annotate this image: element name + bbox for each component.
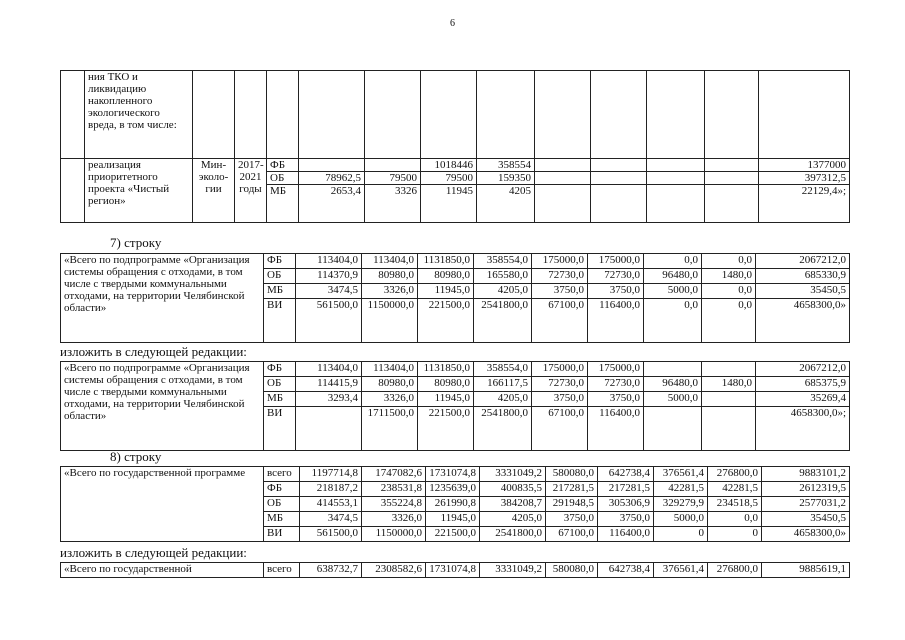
table-cell-value: 2541800,0 (480, 527, 546, 542)
table-cell: всего (264, 467, 300, 482)
top-executor: Мин-эколо-гии (193, 159, 235, 223)
table-cell-value: 638732,7 (300, 563, 362, 578)
table-cell-value: 80980,0 (362, 269, 418, 284)
table-cell (299, 71, 365, 159)
table-cell-value: 113404,0 (362, 254, 418, 269)
table-cell: ОБ (264, 269, 296, 284)
table-cell-value: 1711500,0 (362, 407, 418, 451)
table-row (61, 467, 850, 482)
table-cell-value: 78962,5 (299, 172, 365, 185)
table-cell: ОБ (264, 377, 296, 392)
table-cell-value: 384208,7 (480, 497, 546, 512)
table-cell-value: 3474,5 (300, 512, 362, 527)
table-row (61, 563, 850, 578)
table-cell-value: 1131850,0 (418, 362, 474, 377)
table-cell-value: 3750,0 (546, 512, 598, 527)
table-cell-value: 79500 (421, 172, 477, 185)
table-cell-value: 685375,9 (756, 377, 850, 392)
table-cell-value: 2653,4 (299, 185, 365, 223)
block8new-name: «Всего по государственной (61, 563, 264, 578)
table-cell-value: 2067212,0 (756, 362, 850, 377)
table-cell-value: 4658300,0»; (756, 407, 850, 451)
table-cell-value: 1377000 (759, 159, 850, 172)
table-cell-value: 3331049,2 (480, 467, 546, 482)
table-cell-value: 72730,0 (532, 377, 588, 392)
table-cell-value: 175000,0 (588, 362, 644, 377)
table-cell-value: 4658300,0» (756, 299, 850, 343)
table-cell (61, 159, 85, 223)
table-cell-value: 9885619,1 (762, 563, 850, 578)
block7new-name: «Всего по подпрограмме «Организация системы обращения с отходами, в том числе с твердыми коммунальными отходами, на территории Челябинской области» (61, 362, 264, 451)
table-cell-value: 96480,0 (644, 377, 702, 392)
table-cell-value (644, 362, 702, 377)
table-cell: ФБ (267, 159, 299, 172)
table-cell-value: 5000,0 (644, 284, 702, 299)
table-cell: МБ (264, 392, 296, 407)
table-cell-value: 1747082,6 (362, 467, 426, 482)
label-new1: изложить в следующей редакции: (60, 344, 247, 359)
table-cell-value: 358554,0 (474, 362, 532, 377)
table-cell-value: 0,0 (644, 299, 702, 343)
table-cell: МБ (267, 185, 299, 223)
table-cell-value: 3326,0 (362, 284, 418, 299)
table-row (61, 159, 850, 172)
top-name-part1: ния ТКО и ликвидацию накопленного экологического вреда, в том числе: (85, 71, 193, 159)
table-cell-value: 35269,4 (756, 392, 850, 407)
table-cell-value: 72730,0 (532, 269, 588, 284)
top-name-part2: реализация приоритетного проекта «Чистый регион» (85, 159, 193, 223)
table-cell-value: 22129,4»; (759, 185, 850, 223)
table-cell-value: 35450,5 (756, 284, 850, 299)
table-cell-value (647, 172, 705, 185)
table-cell-value: 3326,0 (362, 512, 426, 527)
table-cell-value: 113404,0 (296, 254, 362, 269)
table-cell-value: 2067212,0 (756, 254, 850, 269)
table-cell (61, 71, 85, 159)
table-cell-value: 355224,8 (362, 497, 426, 512)
table-cell (705, 71, 759, 159)
label-new2: изложить в следующей редакции: (60, 545, 247, 560)
table-cell-value (299, 159, 365, 172)
table-cell-value: 11945,0 (418, 392, 474, 407)
table-cell-value: 358554 (477, 159, 535, 172)
table-cell-value: 642738,4 (598, 467, 654, 482)
table-cell-value: 234518,5 (708, 497, 762, 512)
table-cell-value: 72730,0 (588, 269, 644, 284)
table-cell-value: 0 (708, 527, 762, 542)
table-cell-value: 4205,0 (474, 392, 532, 407)
table-cell-value (702, 392, 756, 407)
table-cell-value: 3326 (365, 185, 421, 223)
table-cell-value: 114415,9 (296, 377, 362, 392)
table-cell-value: 276800,0 (708, 467, 762, 482)
table-cell-value: 2541800,0 (474, 299, 532, 343)
table-cell-value: 221500,0 (418, 299, 474, 343)
table-cell-value: 276800,0 (708, 563, 762, 578)
table-cell-value: 642738,4 (598, 563, 654, 578)
table-cell-value: 11945,0 (426, 512, 480, 527)
table-cell-value (591, 159, 647, 172)
table-cell-value: 291948,5 (546, 497, 598, 512)
table-cell-value: 414553,1 (300, 497, 362, 512)
table-cell-value: 2577031,2 (762, 497, 850, 512)
table-cell-value: 217281,5 (546, 482, 598, 497)
table-cell-value: 376561,4 (654, 563, 708, 578)
table-cell-value: 1131850,0 (418, 254, 474, 269)
table-cell-value: 4205,0 (474, 284, 532, 299)
table-cell-value: 329279,9 (654, 497, 708, 512)
table-cell-value: 305306,9 (598, 497, 654, 512)
table-row (61, 254, 850, 269)
table-cell-value: 1197714,8 (300, 467, 362, 482)
table-cell-value: 67100,0 (532, 407, 588, 451)
table-cell-value: 3331049,2 (480, 563, 546, 578)
table-cell (535, 71, 591, 159)
table-cell: МБ (264, 512, 300, 527)
table-cell-value: 175000,0 (532, 254, 588, 269)
table-cell-value: 113404,0 (296, 362, 362, 377)
table-cell-value: 175000,0 (588, 254, 644, 269)
table-cell-value (705, 159, 759, 172)
table-cell (421, 71, 477, 159)
table-cell-value (644, 407, 702, 451)
table-cell-value: 1731074,8 (426, 563, 480, 578)
table-cell-value: 35450,5 (762, 512, 850, 527)
table-cell (477, 71, 535, 159)
block8new-table (60, 562, 850, 578)
table-cell-value: 1018446 (421, 159, 477, 172)
table-cell-value (365, 159, 421, 172)
table-cell-value: 0,0 (702, 299, 756, 343)
table-cell-value: 116400,0 (588, 299, 644, 343)
table-cell-value: 4205,0 (480, 512, 546, 527)
table-cell-value (647, 185, 705, 223)
label-row7: 7) строку (110, 235, 162, 250)
table-cell-value: 3293,4 (296, 392, 362, 407)
table-cell-value: 0,0 (702, 284, 756, 299)
table-cell-value: 72730,0 (588, 377, 644, 392)
table-cell-value: 5000,0 (654, 512, 708, 527)
table-cell-value: 159350 (477, 172, 535, 185)
table-cell-value: 1480,0 (702, 269, 756, 284)
table-cell-value (705, 185, 759, 223)
table-cell-value: 218187,2 (300, 482, 362, 497)
block8-table (60, 466, 850, 542)
table-cell-value: 0,0 (644, 254, 702, 269)
table-cell: ВИ (264, 299, 296, 343)
table-cell (235, 71, 267, 159)
table-cell-value: 261990,8 (426, 497, 480, 512)
table-cell-value (535, 185, 591, 223)
top-table (60, 70, 850, 223)
table-cell-value: 2308582,6 (362, 563, 426, 578)
table-cell-value: 217281,5 (598, 482, 654, 497)
table-cell (193, 71, 235, 159)
table-cell (647, 71, 705, 159)
table-cell-value (702, 362, 756, 377)
table-cell-value: 9883101,2 (762, 467, 850, 482)
table-cell-value: 80980,0 (362, 377, 418, 392)
table-cell-value: 397312,5 (759, 172, 850, 185)
table-cell (591, 71, 647, 159)
table-cell-value (591, 172, 647, 185)
table-cell-value: 79500 (365, 172, 421, 185)
table-cell-value (591, 185, 647, 223)
table-cell: всего (264, 563, 300, 578)
table-cell (365, 71, 421, 159)
table-cell-value (702, 407, 756, 451)
table-cell-value: 1731074,8 (426, 467, 480, 482)
table-cell-value: 3750,0 (532, 392, 588, 407)
table-cell-value: 580080,0 (546, 563, 598, 578)
table-cell: ВИ (264, 527, 300, 542)
table-cell-value: 80980,0 (418, 377, 474, 392)
table-cell-value: 0 (654, 527, 708, 542)
table-cell-value: 221500,0 (418, 407, 474, 451)
table-cell-value: 166117,5 (474, 377, 532, 392)
table-cell-value: 358554,0 (474, 254, 532, 269)
table-row (61, 71, 850, 159)
table-cell-value: 4658300,0» (762, 527, 850, 542)
table-cell-value: 400835,5 (480, 482, 546, 497)
table-cell-value: 561500,0 (300, 527, 362, 542)
table-cell-value: 2612319,5 (762, 482, 850, 497)
table-cell-value: 5000,0 (644, 392, 702, 407)
table-cell-value (705, 172, 759, 185)
label-row8: 8) строку (110, 449, 162, 464)
table-cell-value: 3750,0 (588, 284, 644, 299)
table-cell-value (535, 159, 591, 172)
table-cell-value: 42281,5 (708, 482, 762, 497)
table-cell-value: 113404,0 (362, 362, 418, 377)
table-cell: ФБ (264, 254, 296, 269)
table-cell-value: 11945 (421, 185, 477, 223)
block7new-table (60, 361, 850, 451)
table-cell-value: 42281,5 (654, 482, 708, 497)
table-cell-value: 2541800,0 (474, 407, 532, 451)
table-cell: ОБ (264, 497, 300, 512)
table-cell-value: 3326,0 (362, 392, 418, 407)
table-cell-value: 0,0 (708, 512, 762, 527)
table-cell-value (296, 407, 362, 451)
table-cell-value (535, 172, 591, 185)
table-cell: ФБ (264, 362, 296, 377)
table-cell (267, 71, 299, 159)
table-cell-value: 1150000,0 (362, 527, 426, 542)
table-cell (759, 71, 850, 159)
table-cell-value: 376561,4 (654, 467, 708, 482)
table-cell-value: 1480,0 (702, 377, 756, 392)
table-cell-value: 175000,0 (532, 362, 588, 377)
table-cell-value: 1150000,0 (362, 299, 418, 343)
table-cell-value: 3750,0 (588, 392, 644, 407)
table-cell-value: 0,0 (702, 254, 756, 269)
table-cell-value: 67100,0 (546, 527, 598, 542)
table-cell-value: 238531,8 (362, 482, 426, 497)
table-cell-value: 96480,0 (644, 269, 702, 284)
block8-name: «Всего по государственной программе (61, 467, 264, 542)
table-cell-value: 80980,0 (418, 269, 474, 284)
block7-name: «Всего по подпрограмме «Организация системы обращения с отходами, в том числе с твердыми коммунальными отходами, на территории Челябинской области» (61, 254, 264, 343)
table-cell-value: 67100,0 (532, 299, 588, 343)
table-row (61, 362, 850, 377)
table-cell-value: 11945,0 (418, 284, 474, 299)
table-cell-value: 3750,0 (532, 284, 588, 299)
page-number: 6 (450, 18, 455, 29)
table-cell: ОБ (267, 172, 299, 185)
table-cell-value: 1235639,0 (426, 482, 480, 497)
table-cell: ВИ (264, 407, 296, 451)
table-cell-value: 221500,0 (426, 527, 480, 542)
table-cell-value: 116400,0 (588, 407, 644, 451)
table-cell-value: 685330,9 (756, 269, 850, 284)
table-cell-value: 561500,0 (296, 299, 362, 343)
table-cell-value: 580080,0 (546, 467, 598, 482)
table-cell-value: 3474,5 (296, 284, 362, 299)
table-cell-value: 3750,0 (598, 512, 654, 527)
table-cell-value: 165580,0 (474, 269, 532, 284)
table-cell: МБ (264, 284, 296, 299)
table-cell: ФБ (264, 482, 300, 497)
table-cell-value: 4205 (477, 185, 535, 223)
table-cell-value: 116400,0 (598, 527, 654, 542)
top-period: 2017-2021 годы (235, 159, 267, 223)
table-cell-value (647, 159, 705, 172)
block7-table (60, 253, 850, 343)
table-cell-value: 114370,9 (296, 269, 362, 284)
